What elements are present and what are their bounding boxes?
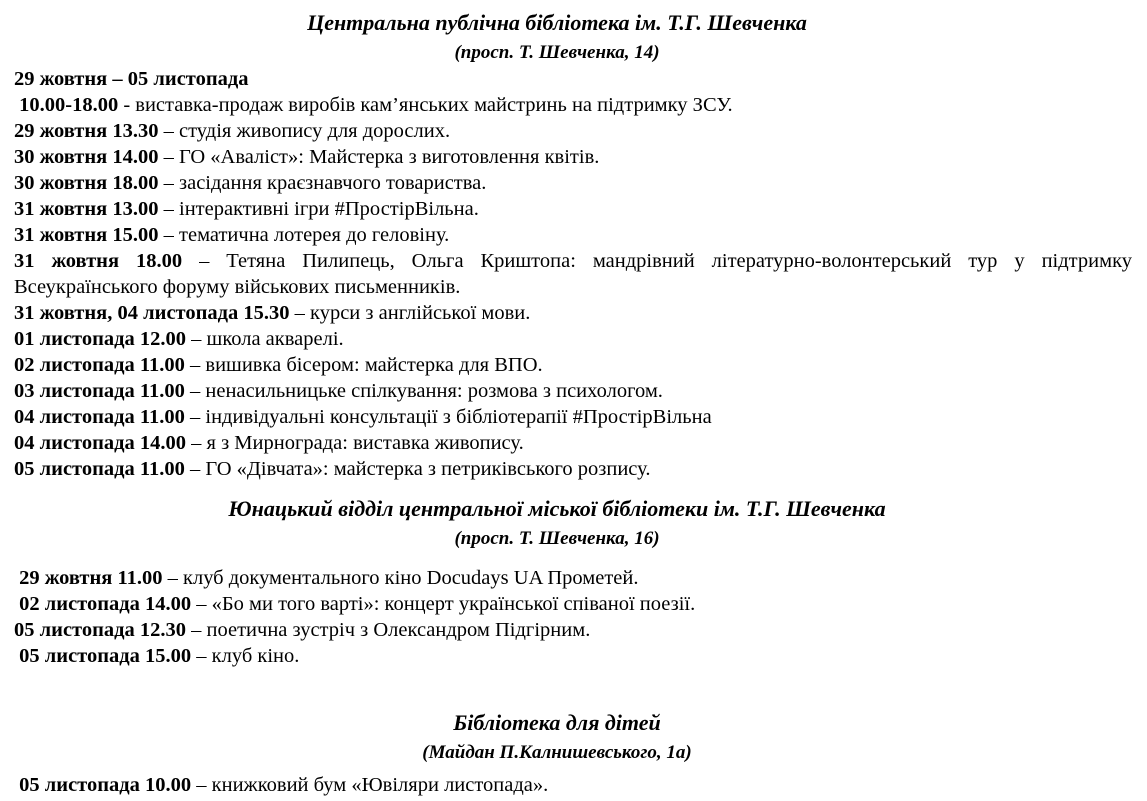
event-line <box>14 404 1132 430</box>
event-line <box>14 118 1132 144</box>
event-list <box>14 772 1132 798</box>
event-desc: – клуб кіно. <box>191 645 300 667</box>
event-date: 05 листопада 10.00 <box>14 774 192 796</box>
event-date: 03 листопада 11.00 <box>14 380 185 402</box>
section-youth-department <box>14 498 1132 669</box>
event-line <box>14 300 1132 326</box>
event-desc: – тематична лотерея до геловіну. <box>158 224 450 246</box>
event-line <box>14 92 1132 118</box>
event-desc: – школа акварелі. <box>186 328 344 350</box>
event-date: 29 жовтня 13.30 <box>14 120 159 142</box>
event-date: 05 листопада 11.00 <box>14 458 185 480</box>
event-date: 05 листопада 12.30 <box>14 619 187 641</box>
event-date: 31 жовтня 15.00 <box>14 224 159 246</box>
event-line <box>14 196 1132 222</box>
section-address: (просп. Т. Шевченка, 14) <box>454 42 660 63</box>
event-desc: – книжковий бум «Ювіляри листопада». <box>191 774 549 796</box>
event-line <box>14 248 1132 300</box>
event-desc: – «Бо ми того варті»: концерт української співаної поезії. <box>191 593 696 615</box>
event-line <box>14 222 1132 248</box>
event-date: 02 листопада 11.00 <box>14 354 185 376</box>
event-line <box>14 170 1132 196</box>
section-address: (Майдан П.Калнишевського, 1а) <box>422 742 692 763</box>
event-line <box>14 66 1132 92</box>
event-date: 01 листопада 12.00 <box>14 328 187 350</box>
event-desc: – я з Мирнограда: виставка живопису. <box>186 432 524 454</box>
event-date: 29 жовтня – 05 листопада <box>14 68 249 90</box>
event-desc: – інтерактивні ігри #ПростірВільна. <box>158 198 479 220</box>
event-desc: – поетична зустріч з Олександром Підгірним. <box>186 619 591 641</box>
event-desc: – ГО «Дівчата»: майстерка з петриківського розпису. <box>184 458 651 480</box>
section-title: Юнацький відділ центральної міської бібліотеки ім. Т.Г. Шевченка <box>228 496 886 521</box>
event-desc: – студія живопису для дорослих. <box>158 120 451 142</box>
event-list <box>14 66 1132 482</box>
event-line <box>14 772 1132 798</box>
event-line <box>14 352 1132 378</box>
section-address: (просп. Т. Шевченка, 16) <box>454 528 660 549</box>
event-desc: - виставка-продаж виробів кам’янських майстринь на підтримку ЗСУ. <box>118 94 733 116</box>
event-line <box>14 430 1132 456</box>
event-line <box>14 591 1132 617</box>
section-central-library <box>14 12 1132 482</box>
event-line <box>14 456 1132 482</box>
event-date: 31 жовтня 13.00 <box>14 198 159 220</box>
event-date: 04 листопада 14.00 <box>14 432 187 454</box>
event-date: 31 жовтня 18.00 <box>14 250 183 272</box>
event-list <box>14 565 1132 669</box>
event-date: 29 жовтня 11.00 <box>14 567 163 589</box>
event-desc: – індивідуальні консультації з бібліотерапії #ПростірВільна <box>184 406 712 428</box>
event-date: 31 жовтня, 04 листопада 15.30 <box>14 302 290 324</box>
event-desc: – засідання краєзнавчого товариства. <box>158 172 487 194</box>
section-header <box>14 712 1132 762</box>
event-date: 10.00-18.00 <box>14 94 119 116</box>
event-date: 04 листопада 11.00 <box>14 406 185 428</box>
event-date: 02 листопада 14.00 <box>14 593 192 615</box>
event-line <box>14 326 1132 352</box>
event-line <box>14 643 1132 669</box>
event-date: 30 жовтня 18.00 <box>14 172 159 194</box>
event-desc: – вишивка бісером: майстерка для ВПО. <box>184 354 543 376</box>
event-date: 30 жовтня 14.00 <box>14 146 159 168</box>
event-line <box>14 617 1132 643</box>
event-date: 05 листопада 15.00 <box>14 645 192 667</box>
event-line <box>14 144 1132 170</box>
event-desc: – ненасильницьке спілкування: розмова з психологом. <box>184 380 663 402</box>
section-children-library <box>14 712 1132 798</box>
section-header <box>14 12 1132 62</box>
event-desc: – клуб документального кіно Docudays UA Прометей. <box>162 567 639 589</box>
event-line <box>14 565 1132 591</box>
event-desc: – курси з англійської мови. <box>289 302 531 324</box>
section-header <box>14 498 1132 548</box>
section-title: Центральна публічна бібліотека ім. Т.Г. Шевченка <box>307 10 807 35</box>
event-desc: – ГО «Аваліст»: Майстерка з виготовлення квітів. <box>158 146 600 168</box>
event-desc: – Тетяна Пилипець, Ольга Криштопа: мандрівний літературно-волонтерський тур у підтримку Всеукраїнського форуму військових письменників. <box>14 250 1132 298</box>
section-title: Бібліотека для дітей <box>453 710 661 735</box>
event-line <box>14 378 1132 404</box>
